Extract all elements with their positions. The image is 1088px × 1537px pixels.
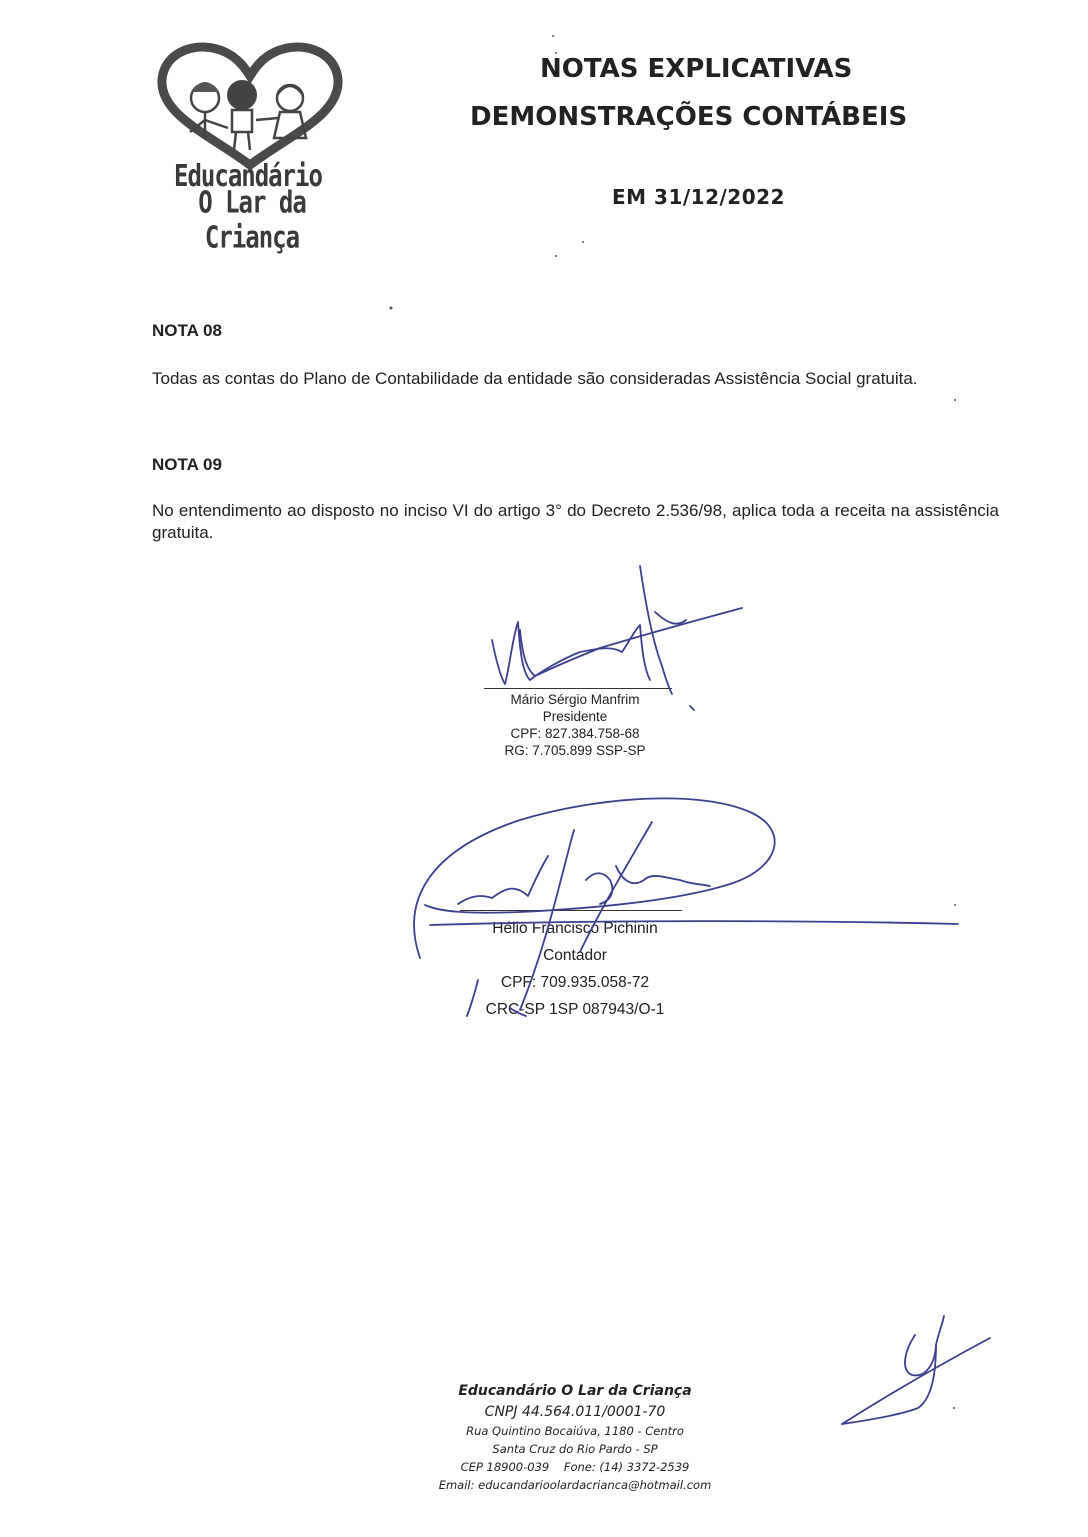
signature-block-accountant bbox=[460, 915, 690, 1023]
president-role: Presidente bbox=[542, 709, 608, 724]
page-title: NOTAS EXPLICATIVAS bbox=[540, 54, 853, 84]
footer-email: Email: educandarioolardacrianca@hotmail.com bbox=[438, 1478, 712, 1492]
accountant-role: Contador bbox=[543, 947, 607, 964]
note-09-text: No entendimento ao disposto no inciso VI do artigo 3° do Decreto 2.536/98, aplica toda a receita na assistência gratuita. bbox=[152, 501, 999, 542]
footer-cep-phone: CEP 18900-039 Fone: (14) 3372-2539 bbox=[460, 1460, 690, 1474]
president-name: Mário Sérgio Manfrim bbox=[510, 692, 640, 707]
signature-line-accountant bbox=[460, 910, 682, 911]
footer-organization-name: Educandário O Lar da Criança bbox=[458, 1383, 692, 1399]
logo-text-line2: O Lar da Criança bbox=[198, 185, 306, 255]
signature-line-president bbox=[484, 688, 672, 689]
footer-city: Santa Cruz do Rio Pardo - SP bbox=[492, 1442, 658, 1456]
footer-contact-block bbox=[400, 1380, 750, 1494]
signature-block-president bbox=[470, 691, 680, 759]
footer-cnpj: CNPJ 44.564.011/0001-70 bbox=[484, 1404, 666, 1420]
president-cpf: CPF: 827.384.758-68 bbox=[510, 726, 640, 741]
president-rg: RG: 7.705.899 SSP-SP bbox=[504, 743, 646, 758]
accountant-cpf: CPF: 709.935.058-72 bbox=[500, 974, 650, 991]
accountant-crc: CRC-SP 1SP 087943/O-1 bbox=[485, 1001, 665, 1018]
footer-address: Rua Quintino Bocaiúva, 1180 - Centro bbox=[466, 1424, 684, 1438]
statement-date: EM 31/12/2022 bbox=[612, 185, 785, 209]
page-subtitle: DEMONSTRAÇÕES CONTÁBEIS bbox=[470, 102, 908, 132]
note-08-heading: NOTA 08 bbox=[152, 321, 222, 340]
heart-children-icon bbox=[150, 40, 350, 170]
note-08-text: Todas as contas do Plano de Contabilidade da entidade são consideradas Assistência Social gratuita. bbox=[152, 369, 918, 388]
accountant-name: Hélio Francisco Pichinin bbox=[492, 920, 658, 937]
rubric-signature bbox=[842, 1316, 990, 1424]
organization-logo bbox=[150, 40, 350, 255]
logo-text-line1: Educandário bbox=[174, 158, 322, 194]
note-09-heading: NOTA 09 bbox=[152, 455, 222, 474]
